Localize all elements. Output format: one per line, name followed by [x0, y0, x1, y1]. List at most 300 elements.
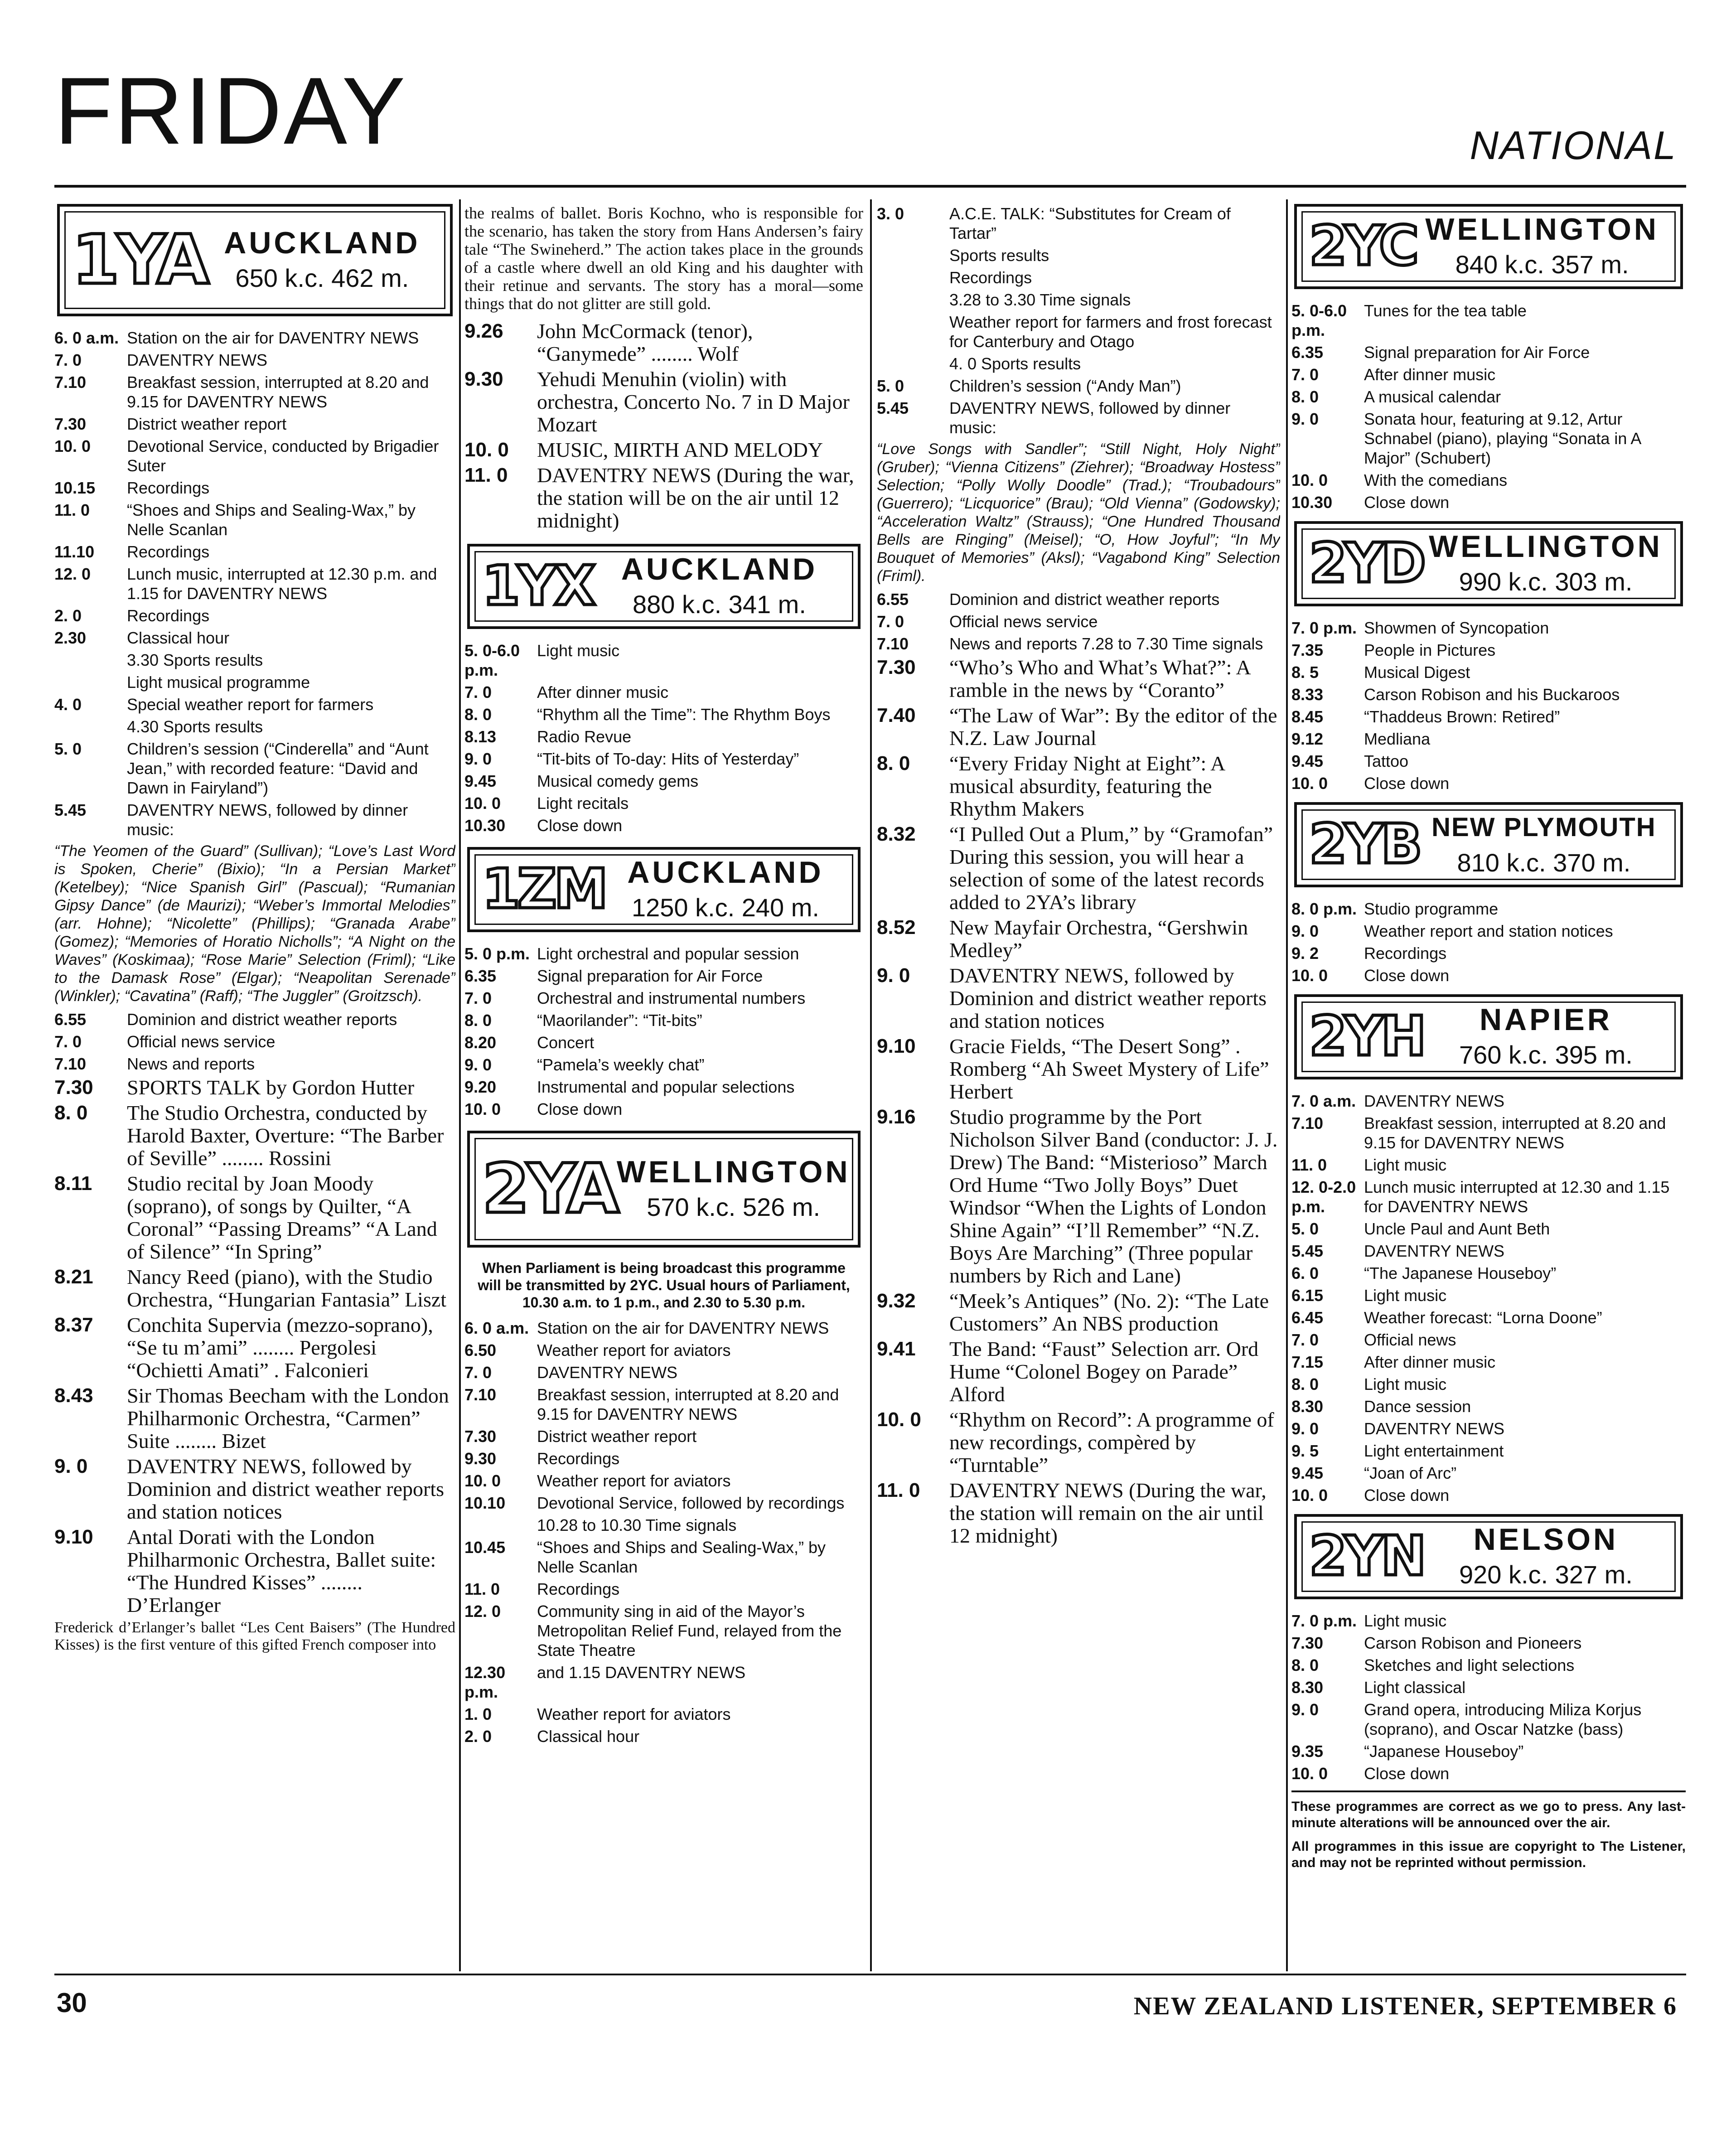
entry-description: Recordings: [127, 479, 210, 497]
entry-description: Close down: [537, 1100, 623, 1118]
entry-time: 9.20: [464, 1078, 497, 1096]
entry-time: 9. 2: [1291, 944, 1319, 963]
schedule-list: [1291, 618, 1686, 793]
entry-time: 8. 0: [54, 1102, 88, 1124]
entry-time: 8. 0 p.m.: [1291, 900, 1357, 918]
schedule-entry: [464, 1602, 863, 1660]
entry-description: Weather report and station notices: [1364, 922, 1613, 940]
entry-time: 9.26: [464, 320, 503, 342]
entry-description: Carson Robison and his Buckaroos: [1364, 685, 1620, 704]
schedule-entry: [464, 1538, 863, 1577]
entry-time: 9.32: [877, 1290, 916, 1312]
entry-description: “Rhythm on Record”: A programme of new recordings, compèred by “Turntable”: [949, 1408, 1274, 1476]
schedule-entry: [464, 1449, 863, 1468]
entry-time: 8.43: [54, 1384, 93, 1407]
schedule-entry: [877, 246, 1280, 265]
header-rule: [54, 185, 1686, 188]
schedule-entry: [877, 1290, 1280, 1335]
schedule-entry: [54, 606, 455, 625]
entry-time: 7.10: [464, 1385, 497, 1404]
entry-time: 8. 0: [1291, 387, 1319, 406]
entry-description: DAVENTRY NEWS: [1364, 1092, 1505, 1110]
entry-time: 10. 0: [1291, 774, 1328, 793]
entry-description: “Rhythm all the Time”: The Rhythm Boys: [537, 705, 831, 724]
schedule-entry: [54, 542, 455, 561]
entry-time: [54, 717, 127, 736]
column-1: [54, 204, 455, 1971]
schedule-entry: [54, 1010, 455, 1029]
entry-description: “Shoes and Ships and Sealing-Wax,” by Nelle Scanlan: [127, 501, 416, 539]
entry-description: DAVENTRY NEWS (During the war, the station will remain on the air until 12 midnight): [949, 1479, 1267, 1547]
schedule-entry: [877, 634, 1280, 653]
entry-description: Recordings: [537, 1449, 620, 1468]
entry-description: Breakfast session, interrupted at 8.20 and 9.15 for DAVENTRY NEWS: [537, 1385, 839, 1423]
schedule-entry: [464, 1318, 863, 1338]
network-label: NATIONAL: [1470, 123, 1677, 168]
schedule-entry: [464, 1077, 863, 1097]
entry-description: Light orchestral and popular session: [537, 944, 799, 963]
entry-description: 3.30 Sports results: [127, 651, 263, 669]
entry-description: After dinner music: [1364, 365, 1496, 384]
entry-description: Showmen of Syncopation: [1364, 619, 1549, 637]
entry-time: 9.45: [1291, 752, 1324, 770]
entry-description: DAVENTRY NEWS, followed by dinner music:: [127, 801, 408, 839]
schedule-entry: [1291, 685, 1686, 704]
station-frequency: 760 k.c. 395 m.: [1459, 1040, 1633, 1069]
entry-description: DAVENTRY NEWS: [537, 1363, 678, 1382]
entry-description: Musical comedy gems: [537, 772, 699, 790]
entry-time: 9. 0: [1291, 1419, 1319, 1438]
entry-time: 7.30: [464, 1427, 497, 1446]
schedule-entry: [1291, 1091, 1686, 1111]
entry-description: Studio recital by Joan Moody (soprano), of songs by Quilter, “A Coronal” “Passing Dreams” “A Land of Silence” “In Spring”: [127, 1172, 437, 1263]
schedule-entry: [1291, 618, 1686, 638]
entry-time: 9.35: [1291, 1742, 1324, 1761]
entry-time: 7.10: [877, 634, 909, 653]
schedule-entry: [1291, 1352, 1686, 1372]
entry-time: 10. 0: [1291, 471, 1328, 489]
entry-time: 9.41: [877, 1338, 916, 1360]
entry-time: 7.30: [54, 415, 87, 433]
schedule-entry: [1291, 301, 1686, 340]
ballet-note-continued: the realms of ballet. Boris Kochno, who is responsible for the scenario, has taken the story from Hans Andersen’s fairy tale “The Swineherd.” The action takes place in the grounds of a castle where dwell an old King and his daughter with their retinue and servants. The story has a moral—some things that do not glitter are still gold.: [464, 204, 863, 313]
schedule-entry: [877, 590, 1280, 609]
entry-description: A.C.E. TALK: “Substitutes for Cream of Tartar”: [949, 204, 1231, 242]
entry-description: DAVENTRY NEWS, followed by dinner music:: [949, 399, 1231, 437]
schedule-entry: [464, 771, 863, 791]
station-city: WELLINGTON: [1425, 212, 1659, 247]
schedule-entry: [464, 1427, 863, 1446]
entry-description: “The Japanese Houseboy”: [1364, 1264, 1557, 1282]
entry-time: 9. 0: [1291, 922, 1319, 940]
schedule-entry: [464, 1385, 863, 1424]
entry-time: 1. 0: [464, 1705, 492, 1723]
entry-description: “Thaddeus Brown: Retired”: [1364, 707, 1560, 726]
schedule-entry: [464, 1033, 863, 1052]
entry-time: 7. 0 a.m.: [1291, 1092, 1356, 1110]
schedule-entry: [464, 1704, 863, 1724]
station-header-2yh: [1294, 994, 1683, 1079]
entry-description: News and reports: [127, 1055, 255, 1073]
entry-time: 9.45: [464, 772, 497, 790]
entry-time: 9.30: [464, 1449, 497, 1468]
entry-time: 11.10: [54, 542, 95, 561]
entry-time: 7. 0 p.m.: [1291, 619, 1357, 637]
entry-description: Sketches and light selections: [1364, 1656, 1575, 1674]
schedule-list: [464, 641, 863, 835]
schedule-entry: [464, 1663, 863, 1702]
entry-time: 12. 0: [464, 1602, 501, 1621]
entry-time: 6.35: [1291, 343, 1324, 362]
schedule-entry: [54, 328, 455, 348]
schedule-entry: [1291, 663, 1686, 682]
entry-description: The Studio Orchestra, conducted by Harold Baxter, Overture: “The Barber of Seville” ........ Rossini: [127, 1101, 444, 1170]
schedule-entry: [1291, 751, 1686, 771]
entry-description: Weather report for aviators: [537, 1341, 731, 1360]
entry-time: 6.55: [54, 1010, 87, 1029]
entry-time: 9. 5: [1291, 1442, 1319, 1460]
entry-time: 10. 0: [464, 1100, 501, 1118]
column-divider: [459, 199, 461, 1971]
entry-description: DAVENTRY NEWS: [1364, 1242, 1505, 1260]
entry-time: [54, 650, 127, 670]
schedule-entry: [464, 1099, 863, 1119]
entry-time: 9. 0: [1291, 410, 1319, 428]
entry-time: 8.32: [877, 823, 916, 845]
entry-description: “Joan of Arc”: [1364, 1464, 1457, 1482]
schedule-entry: [877, 398, 1280, 437]
station-city: WELLINGTON: [1429, 529, 1663, 564]
entry-description: Recordings: [949, 268, 1032, 287]
entry-time: 10. 0: [1291, 1486, 1328, 1505]
entry-description: Light entertainment: [1364, 1442, 1504, 1460]
schedule-entry: [1291, 1374, 1686, 1394]
entry-description: Radio Revue: [537, 727, 632, 746]
entry-time: 10.15: [54, 479, 96, 497]
entry-time: 9.10: [54, 1526, 93, 1548]
schedule-list: [54, 1076, 455, 1616]
entry-time: 8.33: [1291, 685, 1324, 704]
schedule-entry: [877, 964, 1280, 1032]
entry-time: 8.11: [54, 1172, 92, 1195]
entry-time: 11. 0: [1291, 1156, 1327, 1174]
entry-time: 6.50: [464, 1341, 497, 1360]
entry-time: [877, 246, 949, 265]
entry-time: [877, 290, 949, 310]
entry-description: DAVENTRY NEWS, followed by Dominion and district weather reports and station notices: [949, 964, 1267, 1032]
entry-time: 7.30: [1291, 1634, 1324, 1652]
entry-description: Breakfast session, interrupted at 8.20 and 9.15 for DAVENTRY NEWS: [1364, 1114, 1666, 1152]
entry-description: Station on the air for DAVENTRY NEWS: [127, 329, 419, 347]
schedule-entry: [54, 1032, 455, 1051]
entry-description: Official news service: [127, 1032, 276, 1051]
entry-description: Tattoo: [1364, 752, 1409, 770]
schedule-list: [1291, 1091, 1686, 1505]
entry-description: Instrumental and popular selections: [537, 1078, 795, 1096]
copyright-note: All programmes in this issue are copyright to The Listener, and may not be reprinted without permission.: [1291, 1839, 1686, 1870]
schedule-entry: [54, 1455, 455, 1523]
entry-description: Sonata hour, featuring at 9.12, Artur Schnabel (piano), playing “Sonata in A Major” (Schubert): [1364, 410, 1641, 467]
entry-description: DAVENTRY NEWS (During the war, the station will be on the air until 12 midnight): [537, 464, 854, 532]
schedule-entry: [54, 436, 455, 475]
entry-description: DAVENTRY NEWS: [127, 351, 268, 369]
entry-description: Recordings: [537, 1580, 620, 1598]
schedule-entry: [54, 695, 455, 714]
schedule-entry: [464, 1055, 863, 1074]
entry-description: Close down: [1364, 966, 1450, 985]
schedule-entry: [464, 727, 863, 746]
entry-time: 8. 0: [1291, 1656, 1319, 1674]
schedule-entry: [464, 1471, 863, 1490]
entry-time: 8.21: [54, 1266, 93, 1288]
entry-description: Weather report for farmers and frost forecast for Canterbury and Otago: [949, 313, 1272, 351]
schedule-list: [877, 590, 1280, 653]
schedule-entry: [1291, 409, 1686, 468]
entry-time: 6.15: [1291, 1286, 1324, 1305]
schedule-entry: [54, 564, 455, 603]
entry-description: John McCormack (tenor), “Ganymede” ........ Wolf: [537, 319, 753, 365]
station-frequency: 840 k.c. 357 m.: [1455, 250, 1629, 279]
entry-description: Dance session: [1364, 1397, 1471, 1416]
schedule-entry: [1291, 1177, 1686, 1216]
entry-time: 10. 0: [464, 794, 501, 813]
entry-time: 8.45: [1291, 707, 1324, 726]
schedule-entry: [54, 1076, 455, 1099]
entry-time: 7.40: [877, 704, 916, 726]
schedule-entry: [1291, 1678, 1686, 1697]
entry-time: 12.30 p.m.: [464, 1663, 506, 1701]
dinner-music-note: “The Yeomen of the Guard” (Sullivan); “Love’s Last Word is Spoken, Cherie” (Bixio); “In a Persian Market” (Ketelbey); “Nice Spanish Girl” (Pascual); “Rumanian Gipsy Dance” (de Maurizi); “Weber’s Immortal Melodies” (arr. Hohne); “Nicolette” (Phillips); “Granada Arabe” (Gomez); “Memories of Horatio Nicholls”; “A Night on the Waves” (Koskimaa); “Rose Marie” Selection (Friml); “Like to the Damask Rose” (Elgar); “Neapolitan Serenade” (Winkler); “Cavatina” (Raff); “The Juggler” (Groitzsch).: [54, 842, 455, 1005]
entry-time: 8. 0: [1291, 1375, 1319, 1394]
entry-description: District weather report: [127, 415, 287, 433]
schedule-entry: [1291, 1308, 1686, 1327]
schedule-entry: [877, 376, 1280, 396]
entry-time: 2. 0: [54, 606, 82, 625]
schedule-entry: [1291, 921, 1686, 941]
station-city: AUCKLAND: [224, 226, 421, 260]
entry-description: After dinner music: [537, 683, 669, 702]
entry-time: 7. 0 p.m.: [1291, 1611, 1357, 1630]
schedule-list: [464, 320, 863, 532]
schedule-entry: [1291, 1419, 1686, 1438]
schedule-entry: [1291, 365, 1686, 384]
footer-rule: [54, 1974, 1686, 1975]
schedule-entry: [1291, 1263, 1686, 1283]
schedule-entry: [877, 916, 1280, 962]
entry-description: “Tit-bits of To-day: Hits of Yesterday”: [537, 750, 799, 768]
entry-time: 8. 0: [464, 705, 492, 724]
station-header-2ya: [467, 1131, 861, 1248]
entry-description: MUSIC, MIRTH AND MELODY: [537, 438, 823, 461]
schedule-entry: [1291, 640, 1686, 660]
entry-time: 8. 0: [464, 1011, 492, 1030]
schedule-entry: [1291, 1441, 1686, 1461]
schedule-entry: [877, 1408, 1280, 1476]
parliament-note: When Parliament is being broadcast this programme will be transmitted by 2YC. Usual hours of Parliament, 10.30 a.m. to 1 p.m., and 2.30 to 5.30 p.m.: [478, 1260, 850, 1311]
schedule-list: [877, 656, 1280, 1547]
entry-time: 7.30: [877, 656, 916, 678]
entry-description: Recordings: [127, 542, 210, 561]
station-city: NAPIER: [1479, 1002, 1612, 1037]
schedule-list: [1291, 899, 1686, 985]
schedule-entry: [464, 705, 863, 724]
station-frequency: 570 k.c. 526 m.: [647, 1193, 821, 1221]
entry-time: 10. 0: [464, 439, 509, 461]
entry-time: 7. 0: [464, 989, 492, 1007]
schedule-entry: [1291, 1397, 1686, 1416]
schedule-entry: [1291, 707, 1686, 726]
entry-time: 6. 0 a.m.: [464, 1319, 529, 1337]
entry-description: Sir Thomas Beecham with the London Philharmonic Orchestra, “Carmen” Suite ........ Bizet: [127, 1384, 449, 1452]
schedule-entry: [1291, 729, 1686, 749]
schedule-entry: [54, 1314, 455, 1382]
station-call-sign: 2YD: [1309, 532, 1423, 595]
entry-description: Sports results: [949, 246, 1049, 265]
entry-time: 7.30: [54, 1076, 93, 1098]
schedule-entry: [1291, 343, 1686, 362]
entry-time: 8.20: [464, 1033, 497, 1052]
entry-description: Light music: [1364, 1375, 1447, 1394]
entry-description: Signal preparation for Air Force: [537, 967, 763, 985]
entry-description: Signal preparation for Air Force: [1364, 343, 1590, 362]
schedule-entry: [1291, 470, 1686, 490]
entry-time: 7.10: [54, 373, 87, 392]
entry-description: SPORTS TALK by Gordon Hutter: [127, 1076, 415, 1099]
entry-description: Orchestral and instrumental numbers: [537, 989, 806, 1007]
schedule-entry: [1291, 899, 1686, 919]
schedule-entry: [1291, 493, 1686, 512]
schedule-entry: [877, 290, 1280, 310]
station-header-1yx: [467, 544, 861, 629]
entry-time: 11. 0: [54, 501, 90, 519]
station-frequency: 1250 k.c. 240 m.: [631, 893, 819, 922]
station-call-sign: 2YA: [482, 1150, 617, 1229]
entry-time: 10.45: [464, 1538, 506, 1557]
entry-description: 4. 0 Sports results: [949, 354, 1081, 373]
entry-description: Weather report for aviators: [537, 1471, 731, 1490]
entry-description: Tunes for the tea table: [1364, 301, 1527, 320]
entry-time: 8.30: [1291, 1678, 1324, 1697]
entry-time: 11. 0: [464, 1580, 500, 1598]
schedule-entry: [54, 739, 455, 798]
station-call-sign: 2YH: [1309, 1005, 1424, 1068]
entry-description: The Band: “Faust” Selection arr. Ord Hume “Colonel Bogey on Parade” Alford: [949, 1337, 1259, 1406]
entry-description: Light musical programme: [127, 673, 310, 692]
schedule-list: [54, 328, 455, 839]
station-city: NEW PLYMOUTH: [1431, 813, 1656, 842]
schedule-entry: [464, 1515, 863, 1535]
station-frequency: 650 k.c. 462 m.: [235, 264, 409, 292]
schedule-entry: [877, 1035, 1280, 1103]
entry-description: Grand opera, introducing Miliza Korjus (soprano), and Oscar Natzke (bass): [1364, 1700, 1642, 1738]
entry-time: 9.16: [877, 1106, 916, 1128]
entry-time: 5. 0: [54, 740, 82, 758]
schedule-entry: [1291, 1633, 1686, 1653]
entry-description: Special weather report for farmers: [127, 695, 374, 714]
schedule-entry: [877, 656, 1280, 702]
entry-time: 10. 0: [54, 437, 91, 455]
entry-time: 2. 0: [464, 1727, 492, 1746]
schedule-entry: [877, 204, 1280, 243]
schedule-entry: [464, 988, 863, 1008]
entry-description: Recordings: [127, 606, 210, 625]
publication-title: NEW ZEALAND LISTENER, SEPTEMBER 6: [1133, 1992, 1677, 2020]
entry-description: Lunch music, interrupted at 12.30 p.m. and 1.15 for DAVENTRY NEWS: [127, 565, 437, 603]
entry-time: 9. 0: [1291, 1700, 1319, 1719]
schedule-entry: [464, 1727, 863, 1746]
entry-time: 7. 0: [1291, 365, 1319, 384]
entry-description: Children’s session (“Cinderella” and “Aunt Jean,” with recorded feature: “David and Dawn in Fairyland”): [127, 740, 429, 797]
entry-description: and 1.15 DAVENTRY NEWS: [537, 1663, 746, 1682]
entry-description: Weather forecast: “Lorna Doone”: [1364, 1308, 1602, 1327]
entry-time: 10.30: [1291, 493, 1333, 512]
schedule-entry: [1291, 774, 1686, 793]
schedule-entry: [1291, 1611, 1686, 1631]
entry-description: Close down: [1364, 493, 1450, 512]
schedule-entry: [877, 1106, 1280, 1287]
entry-time: 12. 0-2.0 p.m.: [1291, 1178, 1356, 1216]
schedule-entry: [464, 1579, 863, 1599]
entry-time: [877, 354, 949, 373]
entry-time: [54, 673, 127, 692]
entry-description: Children’s session (“Andy Man”): [949, 377, 1181, 395]
entry-time: [877, 268, 949, 287]
schedule-entry: [54, 1384, 455, 1452]
station-call-sign: 1ZM: [482, 858, 605, 921]
entry-time: 7. 0: [464, 683, 492, 702]
entry-time: 6.35: [464, 967, 497, 985]
entry-description: Light recitals: [537, 794, 629, 813]
entry-time: 7. 0: [54, 351, 82, 369]
station-frequency: 990 k.c. 303 m.: [1459, 567, 1633, 596]
entry-description: Musical Digest: [1364, 663, 1470, 682]
entry-time: 6. 0: [1291, 1264, 1319, 1282]
entry-description: DAVENTRY NEWS, followed by Dominion and district weather reports and station notices: [127, 1455, 445, 1523]
entry-description: Close down: [1364, 774, 1450, 793]
schedule-entry: [464, 641, 863, 680]
schedule-entry: [464, 368, 863, 436]
schedule-entry: [464, 966, 863, 986]
entry-time: 4. 0: [54, 695, 82, 714]
schedule-entry: [1291, 387, 1686, 406]
schedule-entry: [1291, 944, 1686, 963]
schedule-entry: [464, 464, 863, 532]
entry-time: 8.52: [877, 916, 916, 939]
entry-time: 8.13: [464, 727, 497, 746]
entry-description: “The Law of War”: By the editor of the N.Z. Law Journal: [949, 704, 1277, 750]
entry-time: 9.12: [1291, 730, 1324, 748]
schedule-entry: [877, 354, 1280, 373]
entry-time: 3. 0: [877, 204, 904, 223]
column-2: [464, 204, 863, 1971]
schedule-list: [1291, 301, 1686, 512]
station-header-1ya: [57, 204, 453, 316]
entry-description: “Japanese Houseboy”: [1364, 1742, 1524, 1761]
entry-description: Light classical: [1364, 1678, 1466, 1697]
schedule-list: [464, 1318, 863, 1746]
entry-description: Official news service: [949, 612, 1098, 631]
station-frequency: 920 k.c. 327 m.: [1459, 1560, 1633, 1589]
entry-description: “Every Friday Night at Eight”: A musical absurdity, featuring the Rhythm Makers: [949, 752, 1224, 820]
station-header-2yc: [1294, 204, 1683, 289]
ballet-note: Frederick d’Erlanger’s ballet “Les Cent Baisers” (The Hundred Kisses) is the first venture of this gifted French composer into: [54, 1619, 455, 1653]
schedule-entry: [1291, 966, 1686, 985]
entry-description: Classical hour: [537, 1727, 640, 1746]
schedule-entry: [54, 1172, 455, 1263]
schedule-entry: [464, 816, 863, 835]
entry-time: [877, 312, 949, 351]
entry-description: Community sing in aid of the Mayor’s Metropolitan Relief Fund, relayed from the State Theatre: [537, 1602, 842, 1660]
